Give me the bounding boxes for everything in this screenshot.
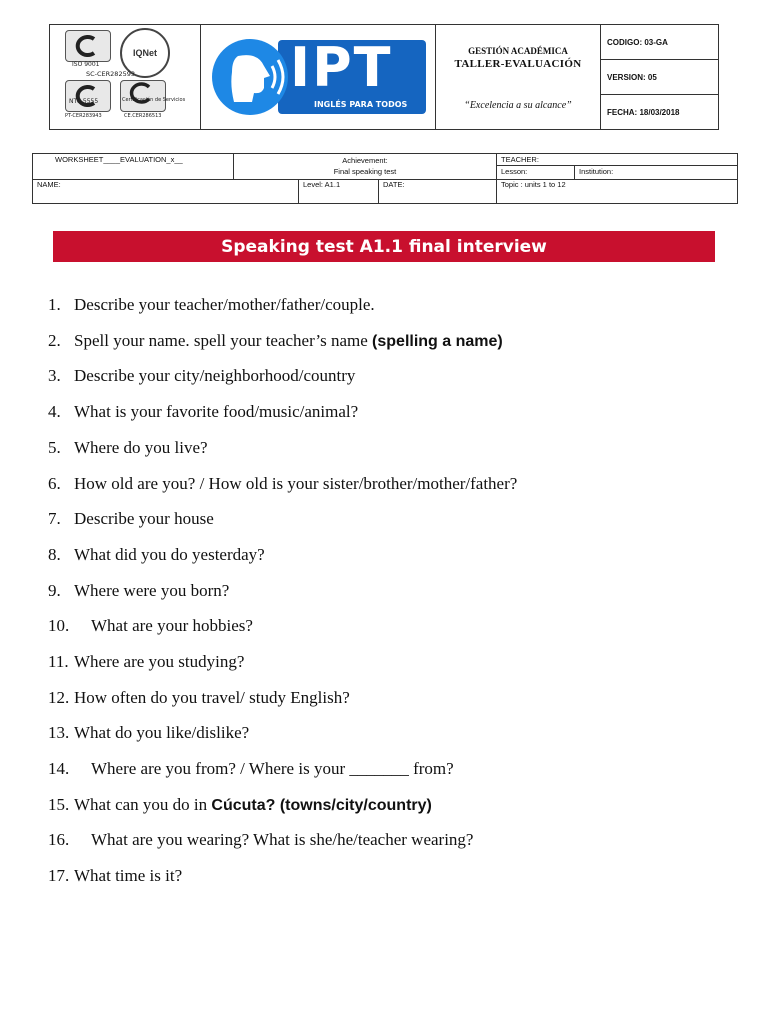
- question-item: [48, 830, 473, 850]
- iso-label: ISO 9001: [72, 61, 100, 68]
- question-text: What did you do yesterday?: [74, 545, 265, 564]
- version: VERSION: 05: [601, 60, 718, 95]
- question-number: 13.: [48, 723, 70, 742]
- title-cell: [436, 25, 601, 129]
- question-number: 6.: [48, 474, 61, 493]
- ntc-label: NTC 5555: [69, 98, 99, 105]
- worksheet-info-table: [32, 153, 738, 204]
- question-text: Spell your name. spell your teacher’s name: [74, 331, 373, 350]
- icontec-c-icon: [66, 81, 110, 111]
- question-item: [48, 866, 182, 886]
- achievement-value: Final speaking test: [333, 167, 397, 176]
- ipt-logo-text: IPT: [290, 36, 393, 99]
- question-text: What are you wearing? What is she/he/teacher wearing?: [91, 830, 474, 849]
- achievement-label: Achievement:: [342, 156, 388, 165]
- question-number: 8.: [48, 545, 61, 564]
- question-number: 3.: [48, 366, 61, 385]
- iso-certification-logo: [65, 30, 111, 62]
- question-number: 11.: [48, 652, 69, 671]
- iqnet-label: IQNet: [132, 48, 157, 58]
- question-item: [48, 688, 350, 708]
- question-item: [48, 509, 214, 529]
- teacher-field: TEACHER:: [497, 154, 737, 166]
- question-text: What do you like/dislike?: [74, 723, 250, 742]
- question-text: What time is it?: [74, 866, 183, 885]
- codigo: CODIGO: 03-GA: [601, 25, 718, 60]
- ce-code: CE.CER286513: [124, 113, 162, 119]
- services-label: Certificación de Servicios: [122, 97, 186, 103]
- question-text: Describe your house: [74, 509, 214, 528]
- question-text: What are your hobbies?: [91, 616, 253, 635]
- icontec-c-icon: [66, 31, 110, 61]
- fecha: FECHA: 18/03/2018: [607, 107, 680, 117]
- question-text: What can you do in: [74, 795, 212, 814]
- ipt-logo: [208, 36, 428, 118]
- services-certification-logo: [120, 80, 166, 112]
- question-number: 14.: [48, 759, 70, 778]
- question-item: [48, 616, 253, 636]
- test-title: Speaking test A1.1 final interview: [221, 236, 547, 257]
- topic-field: Topic : units 1 to 12: [501, 180, 566, 189]
- question-number: 2.: [48, 331, 61, 350]
- lesson-field: Lesson:: [497, 166, 575, 179]
- certification-logos: [50, 25, 201, 129]
- ipt-logo-cell: [201, 25, 436, 129]
- question-item: [48, 545, 265, 565]
- date-field: DATE:: [379, 179, 497, 203]
- question-item: [48, 366, 355, 386]
- question-text: Where are you studying?: [74, 652, 245, 671]
- question-number: 10.: [48, 616, 70, 635]
- question-item: [48, 795, 432, 815]
- question-number: 15.: [48, 795, 70, 814]
- worksheet-label: WORKSHEET____EVALUATION_x__: [33, 154, 234, 179]
- question-number: 7.: [48, 509, 61, 528]
- question-text: Describe your city/neighborhood/country: [74, 366, 356, 385]
- question-item: [48, 402, 358, 422]
- document-codes: [601, 25, 718, 129]
- icontec-c-icon: [121, 81, 165, 111]
- test-title-banner: [53, 231, 715, 262]
- pt-code: PT-CER283943: [65, 113, 102, 119]
- question-text: Where were you born?: [74, 581, 230, 600]
- ntc-certification-logo: [65, 80, 111, 112]
- question-item: [48, 438, 208, 458]
- sc-code: SC-CER282593: [86, 70, 135, 78]
- question-text: How old are you? / How old is your sister/brother/mother/father?: [74, 474, 518, 493]
- question-item: [48, 759, 454, 779]
- question-text: What is your favorite food/music/animal?: [74, 402, 359, 421]
- question-item: [48, 581, 229, 601]
- gestion-academica: GESTIÓN ACADÉMICA: [468, 46, 568, 56]
- question-text: Where are you from? / Where is your _______ from?: [91, 759, 454, 778]
- taller-evaluacion: TALLER-EVALUACIÓN: [454, 58, 582, 70]
- question-text: Where do you live?: [74, 438, 208, 457]
- question-item: [48, 652, 244, 672]
- level-field: Level: A1.1: [299, 179, 379, 203]
- question-item: [48, 295, 375, 315]
- question-number: 5.: [48, 438, 61, 457]
- question-number: 4.: [48, 402, 61, 421]
- question-emphasis: Cúcuta? (towns/city/country): [211, 797, 432, 814]
- ipt-logo-tagline: INGLÉS PARA TODOS: [314, 100, 408, 109]
- document-header: [49, 24, 719, 130]
- question-number: 1.: [48, 295, 61, 314]
- question-number: 17.: [48, 866, 70, 885]
- question-text: How often do you travel/ study English?: [74, 688, 350, 707]
- name-field: NAME:: [33, 179, 299, 203]
- slogan: “Excelencia a su alcance”: [464, 100, 572, 111]
- question-emphasis: (spelling a name): [372, 333, 503, 350]
- question-item: [48, 474, 517, 494]
- question-item: [48, 331, 503, 351]
- question-number: 12.: [48, 688, 70, 707]
- question-number: 9.: [48, 581, 61, 600]
- institution-field: Institution:: [579, 167, 614, 176]
- question-text: Describe your teacher/mother/father/couple.: [74, 295, 375, 314]
- question-number: 16.: [48, 830, 70, 849]
- achievement-cell: [234, 154, 497, 179]
- question-item: [48, 723, 249, 743]
